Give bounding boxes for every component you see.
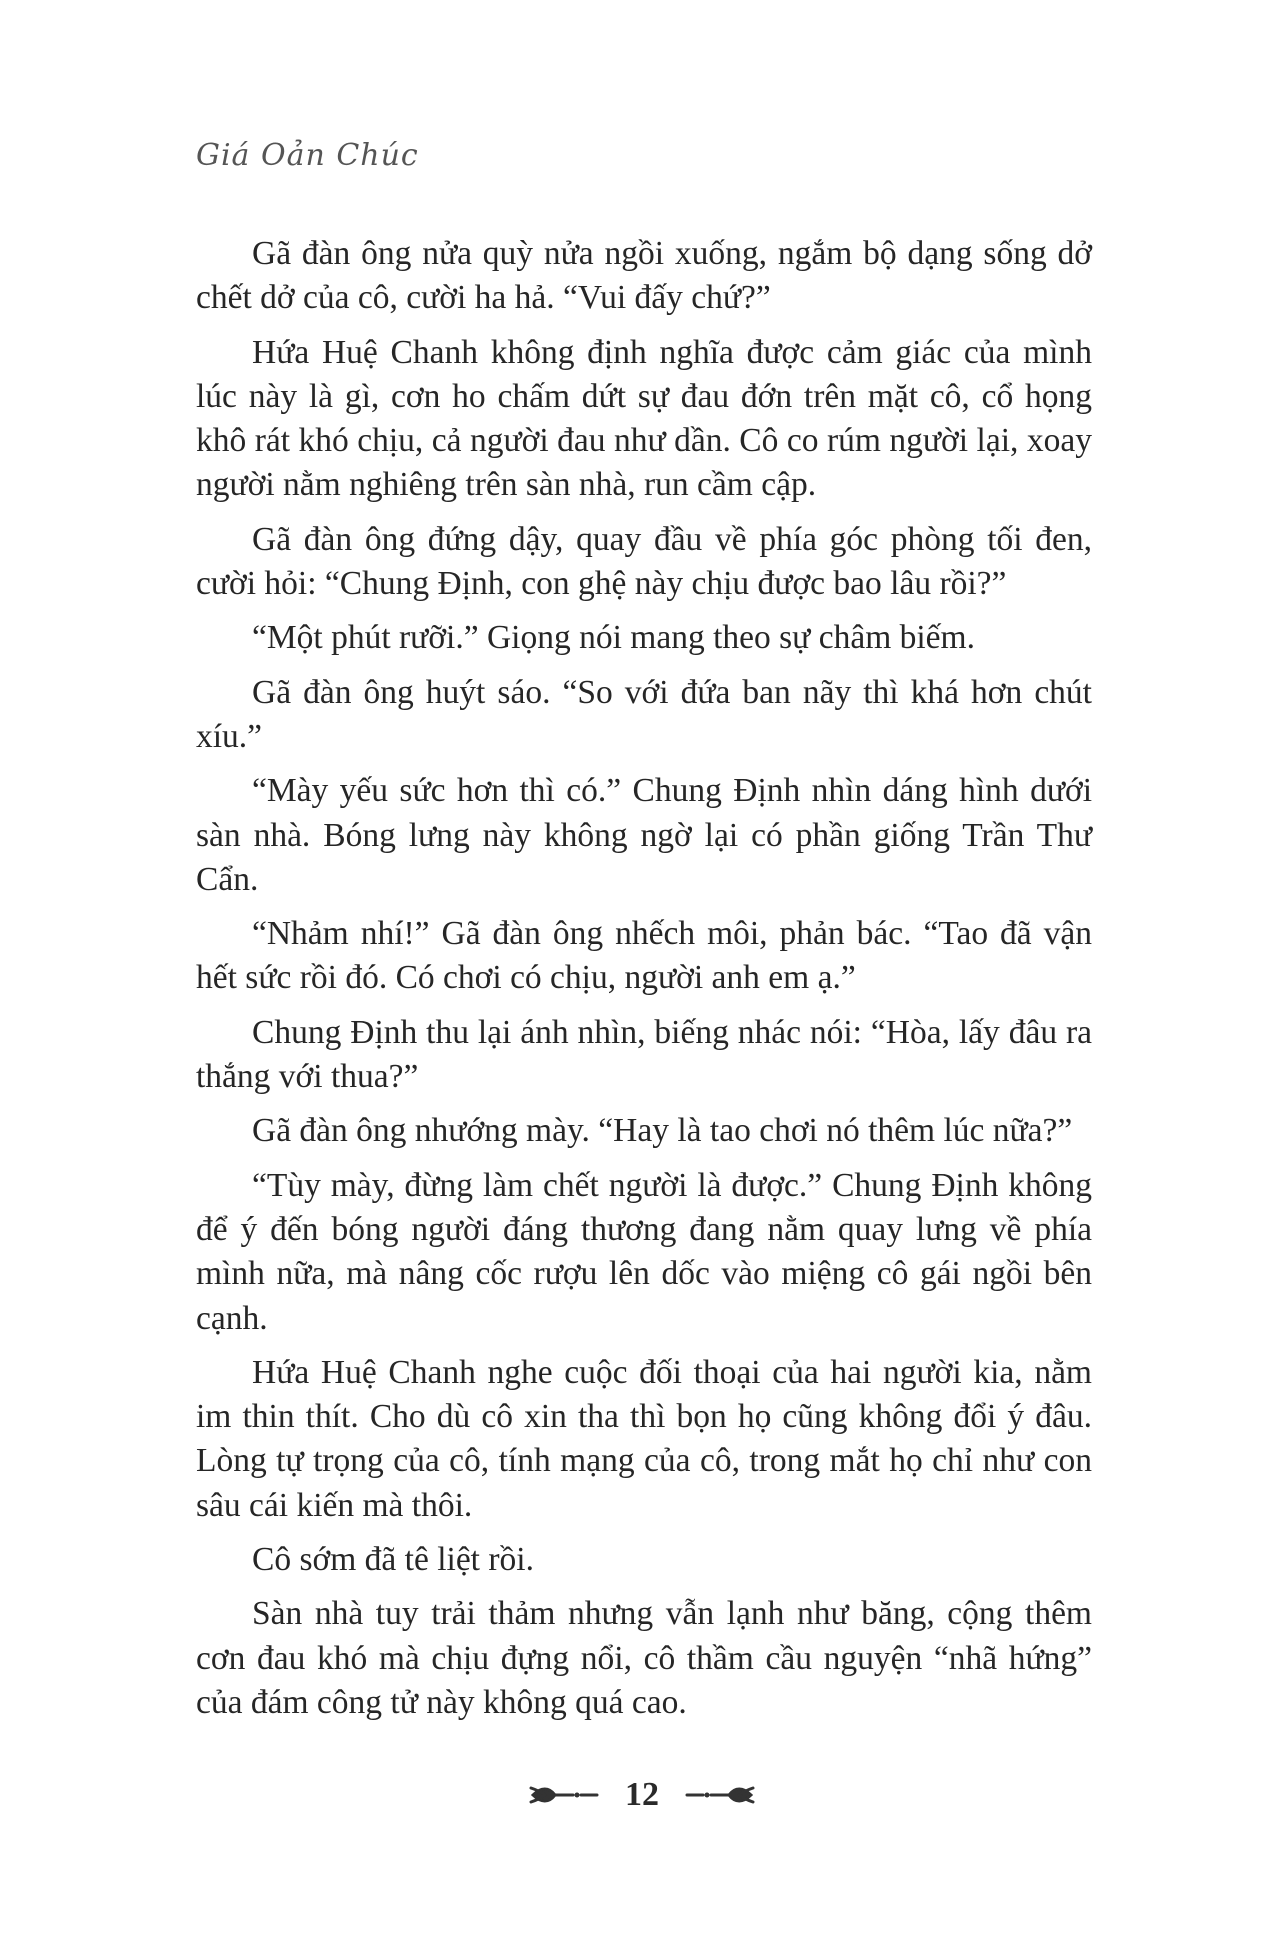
page-number: 12 xyxy=(625,1776,659,1813)
paragraph: Hứa Huệ Chanh không định nghĩa được cảm giác của mình lúc này là gì, cơn ho chấm dứt sự đau đớn trên mặt cô, cổ họng khô rát khó chịu, cả người đau như dần. Cô co rúm người lại, xoay người nằm nghiêng trên sàn nhà, run cầm cập. xyxy=(196,333,1092,504)
running-header-title: Giá Oản Chúc xyxy=(196,138,419,173)
paragraph: Gã đàn ông nửa quỳ nửa ngồi xuống, ngắm bộ dạng sống dở chết dở của cô, cười ha hả. “Vui đấy chứ?” xyxy=(196,235,1092,317)
paragraph: Gã đàn ông nhướng mày. “Hay là tao chơi nó thêm lúc nữa?” xyxy=(252,1112,1073,1150)
paragraph: Sàn nhà tuy trải thảm nhưng vẫn lạnh như băng, cộng thêm cơn đau khó mà chịu đựng nổi, cô thầm cầu nguyện “nhã hứng” của đám công tử này không quá cao. xyxy=(196,1595,1092,1721)
flourish-right-icon xyxy=(529,1782,601,1808)
paragraph: “Một phút rưỡi.” Giọng nói mang theo sự châm biếm. xyxy=(252,619,975,657)
paragraph: Chung Định thu lại ánh nhìn, biếng nhác nói: “Hòa, lấy đâu ra thắng với thua?” xyxy=(196,1013,1092,1096)
paragraph: “Nhảm nhí!” Gã đàn ông nhếch môi, phản bác. “Tao đã vận hết sức rồi đó. Có chơi có chịu, người anh em ạ.” xyxy=(196,915,1092,997)
body-text xyxy=(196,232,1092,1735)
flourish-left-icon xyxy=(683,1782,755,1808)
paragraph: “Tùy mày, đừng làm chết người là được.” Chung Định không để ý đến bóng người đáng thương đang nằm quay lưng về phía mình nữa, mà nâng cốc rượu lên dốc vào miệng cô gái ngồi bên cạnh. xyxy=(196,1166,1092,1337)
paragraph: Gã đàn ông đứng dậy, quay đầu về phía góc phòng tối đen, cười hỏi: “Chung Định, con ghệ này chịu được bao lâu rồi?” xyxy=(196,520,1092,603)
paragraph: Cô sớm đã tê liệt rồi. xyxy=(252,1541,534,1579)
paragraph: Gã đàn ông huýt sáo. “So với đứa ban nãy thì khá hơn chút xíu.” xyxy=(196,673,1092,755)
paragraph: Hứa Huệ Chanh nghe cuộc đối thoại của hai người kia, nằm im thin thít. Cho dù cô xin tha thì bọn họ cũng không đổi ý đâu. Lòng tự trọng của cô, tính mạng của cô, trong mắt họ chỉ như con sâu cái kiến mà thôi. xyxy=(196,1353,1092,1524)
paragraph: “Mày yếu sức hơn thì có.” Chung Định nhìn dáng hình dưới sàn nhà. Bóng lưng này không ngờ lại có phần giống Trần Thư Cẩn. xyxy=(196,772,1092,898)
page-footer xyxy=(0,1770,1284,1820)
